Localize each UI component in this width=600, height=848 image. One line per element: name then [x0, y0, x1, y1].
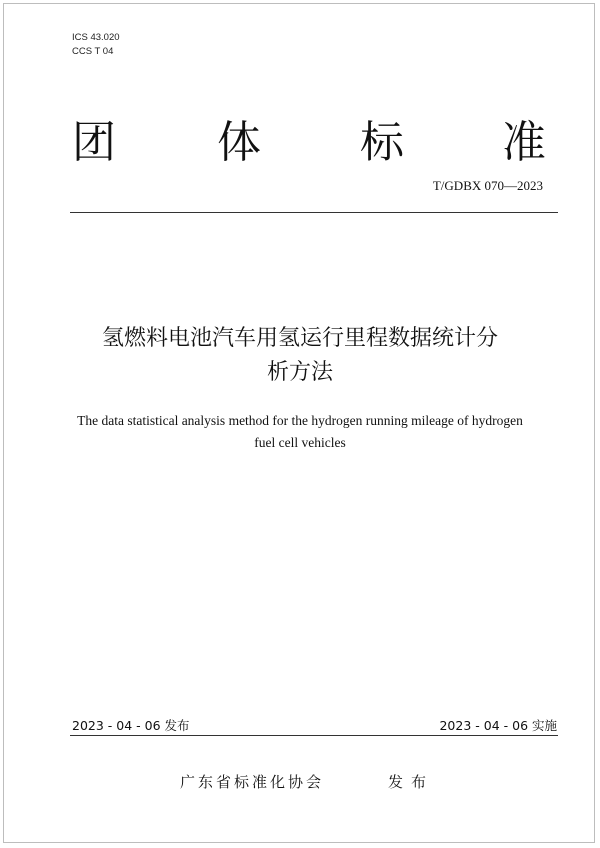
footer-divider	[70, 735, 558, 736]
english-title-line-2: fuel cell vehicles	[254, 435, 346, 450]
standard-number: T/GDBX 070—2023	[432, 178, 543, 193]
chinese-title	[40, 322, 560, 390]
implementation-date: 2023 - 04 - 06 实施	[439, 718, 557, 733]
standard-type-char-3: 标	[360, 117, 404, 168]
publish-label: 发布	[388, 773, 435, 791]
issue-date: 2023 - 04 - 06 发布	[72, 718, 190, 733]
classification-codes	[72, 31, 120, 59]
english-title	[40, 410, 560, 454]
standard-type-heading	[72, 118, 550, 168]
english-title-line-1: The data statistical analysis method for the hydrogen running mileage of hydrogen	[77, 413, 523, 428]
ccs-code: CCS T 04	[72, 46, 114, 57]
standard-type-char-4: 准	[502, 117, 546, 168]
chinese-title-line-1: 氢燃料电池汽车用氢运行里程数据统计分	[101, 326, 498, 351]
ics-code: ICS 43.020	[72, 32, 120, 43]
chinese-title-line-2: 析方法	[266, 360, 333, 385]
header-divider	[70, 212, 558, 213]
standard-type-char-1: 团	[72, 117, 116, 168]
publisher-name: 广东省标准化协会	[180, 773, 325, 791]
standard-type-char-2: 体	[217, 117, 261, 168]
